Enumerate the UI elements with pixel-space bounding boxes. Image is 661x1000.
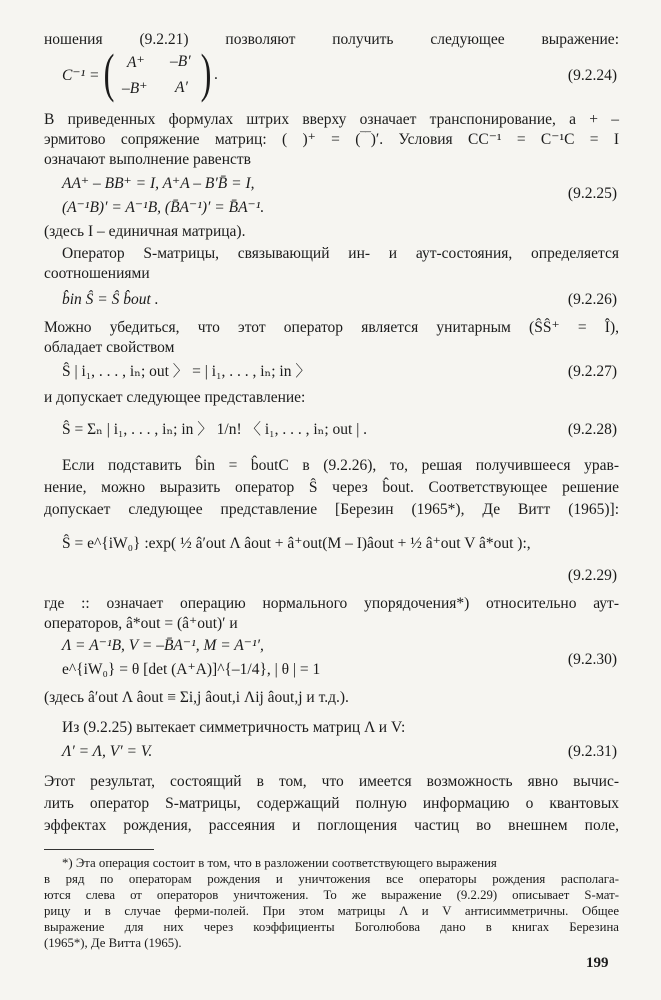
equation-9-2-26: b̂in Ŝ = Ŝ b̂out . [62,291,159,308]
equation-9-2-30a: Λ = A⁻¹B, V = –B̄A⁻¹, M = A⁻¹′, [62,637,264,654]
equation-number: (9.2.24) [567,67,617,84]
equation-number: (9.2.29) [567,567,617,584]
text-line: где :: означает операцию нормального упорядочения*) относительно аут- [44,595,619,612]
text-line: лить оператор S-матрицы, содержащий полную информацию о квантовых [44,795,619,812]
text-line: (здесь I – единичная матрица). [44,223,246,240]
text-line: эрмитово сопряжение матриц: ( )⁺ = (‾‾)′. Условия CC⁻¹ = C⁻¹C = I [44,131,619,148]
text-line: Если подставить b̂in = b̂outC в (9.2.26), то, решая получившееся урав- [62,457,619,474]
equation-9-2-25a: AA⁺ – BB⁺ = I, A⁺A – B′B̄ = I, [62,175,255,192]
equation-9-2-28: Ŝ = Σₙ | i₁, . . . , iₙ; in 〉 1/n! 〈 i₁, . . . , iₙ; out | . [62,421,368,438]
text-line: Этот результат, состоящий в том, что имеется возможность явно вычис- [44,773,619,790]
equation-9-2-30b: e^{iW₀} = θ [det (A⁺A)]^{–1/4}, | θ | = 1 [62,661,321,678]
text-line: ношения (9.2.21) позволяют получить следующее выражение: [44,31,619,48]
text-line: (здесь â′out Λ âout ≡ Σi,j âout,i Λij âout,j и т.д.). [44,689,349,706]
text-line: Из (9.2.25) вытекает симметричность матриц Λ и V: [62,719,406,736]
text-line: операторов, â*out = (â⁺out)′ и [44,615,238,632]
equation-9-2-29: Ŝ = e^{iW₀} :exp( ½ â′out Λ âout + â⁺out(M – I)âout + ½ â⁺out V â*out ):, [62,535,531,552]
matrix-cell: –B⁺ [122,80,148,97]
footnote-divider [44,849,154,850]
text-line: соотношениями [44,265,150,282]
text-line: Можно убедиться, что этот оператор является унитарным (ŜŜ⁺ = Î), [44,319,619,336]
right-paren: ) [200,43,212,103]
text-line: Оператор S-матрицы, связывающий ин- и аут-состояния, определяется [62,245,619,262]
text-line: нение, можно выразить оператор Ŝ через b̂out. Соответствующее решение [44,479,619,496]
equation-9-2-25b: (A⁻¹B)′ = A⁻¹B, (B̄A⁻¹)′ = B̄A⁻¹. [62,199,265,216]
matrix-cell: A′ [175,79,188,96]
text-line: В приведенных формулах штрих вверху означает транспонирование, а + – [44,111,619,128]
equation-number: (9.2.28) [567,421,617,438]
footnote-line: в ряд по операторам рождения и уничтожения все операторы рождения располага- [44,872,619,886]
equation-9-2-24: C⁻¹ = ( A⁺ –B′ –B⁺ A′ ) . [62,43,218,103]
text-line: означают выполнение равенств [44,151,251,168]
left-paren: ( [103,43,115,103]
equation-number: (9.2.26) [567,291,617,308]
text-line: и допускает следующее представление: [44,389,306,406]
equation-number: (9.2.25) [567,185,617,202]
footnote-line: (1965*), Де Витта (1965). [44,936,182,950]
footnote-line: ются слева от операторов уничтожения. То же выражение (9.2.29) описывает S-мат- [44,888,619,902]
equation-number: (9.2.27) [567,363,617,380]
c-inverse-label: C⁻¹ = [62,67,100,84]
text-line: обладает свойством [44,339,175,356]
text-line: эффектах рождения, рассеяния и поглощения частиц во внешнем поле, [44,817,619,834]
page-number: 199 [586,955,609,971]
footnote-line: выражение для них через коэффициенты Боголюбова дано в книгах Березина [44,920,619,934]
footnote-line: *) Эта операция состоит в том, что в разложении соответствующего выражения [62,856,497,870]
matrix-cell: A⁺ [127,54,145,71]
text-line: допускает следующее представление [Березин (1965*), Де Витт (1965)]: [44,501,619,518]
matrix-cell: –B′ [170,53,191,70]
equation-number: (9.2.30) [567,651,617,668]
equation-9-2-31: Λ′ = Λ, V′ = V. [62,743,153,760]
equation-number: (9.2.31) [567,743,617,760]
equation-9-2-27: Ŝ | i₁, . . . , iₙ; out 〉 = | i₁, . . . , iₙ; in 〉 [62,363,311,380]
footnote-line: рицу и в случае ферми-полей. При этом матрицы Λ и V антисимметричны. Общее [44,904,619,918]
